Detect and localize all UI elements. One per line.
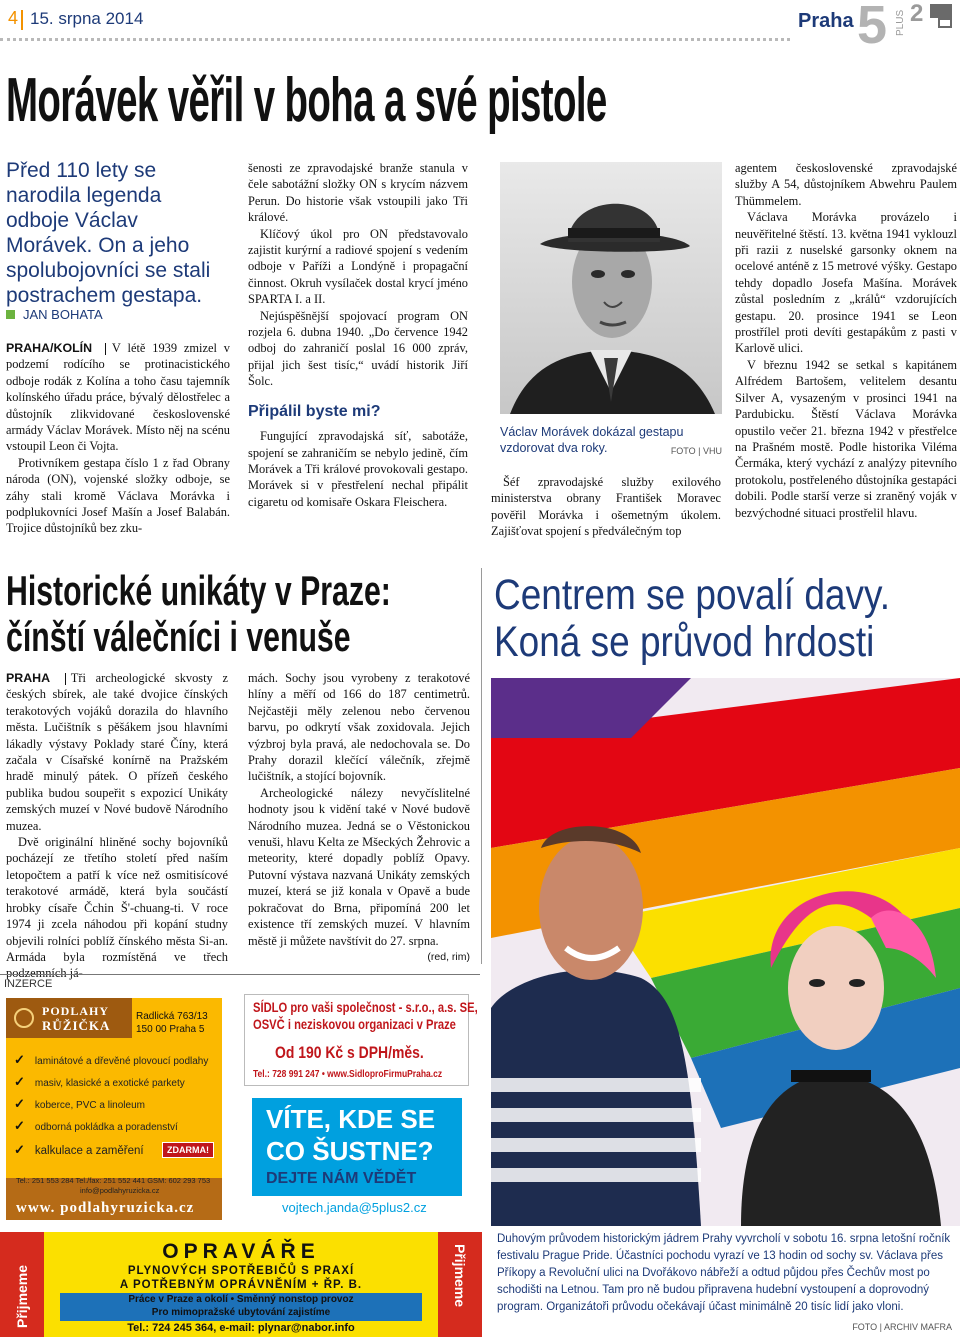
article1-column2 (248, 160, 468, 510)
header-dotted-rule (0, 38, 790, 41)
article3-headline (494, 572, 890, 666)
article1-col4-p3: V březnu 1942 se setkal s kapitánem Alfrédem Bartošem, velitelem desantu Silver A, vysazeným v prosinci 1941 na Pardubicku. Štěstí Václava Morávka opustilo večer 21. března 1942 v přestřelce na Prašném mostě. Podle historika Viléma Čermáka, který vychází z analýzy pitevního protokolu, postřeleného důstojníka gestapáci dobili. Podle starší verze si zraněný voják v bezvýchodné situaci prostřelil hlavu. (735, 357, 957, 520)
seat-line1: SÍDLO pro vaši společnost - s.r.o., a.s. SE, (253, 999, 478, 1015)
article1-col4-p2: Václava Morávka provázelo i neuvěřitelné štěstí. 13. května 1941 vyklouzl při razii z nuselské garsonky oknem na ocelové anténě z 15 metrové výšky. Gestapo tehdy dopadlo Josefa Mašína. Morávek zůstal posledním z „králů“ vzdorujících gestapu. 20. prosince 1941 se Leon prostřílel proti devíti gestapákům z pasti v Karlově ulici. (735, 210, 957, 356)
tip-email-link[interactable]: vojtech.janda@5plus2.cz (282, 1200, 427, 1215)
check-icon: ✓ (14, 1142, 25, 1157)
floors-brand-line2: RŮŽIČKA (42, 1018, 111, 1033)
article1-col1-p2: Protivníkem gestapa číslo 1 z řad Obrany národa (ON), vojenské složky odboje, se záhy stali kromě Václava Morávka i podplukovníci Josef Mašín a Josef Balabán. Trojice důstojníků bez zku- (6, 455, 230, 536)
article2-signature: (red, rim) (427, 950, 470, 963)
main-headline: Morávek věřil v boha a své pistole (6, 66, 607, 135)
article2-col1-p1: Tři archeologické skvosty z českých sbírek, ale také dvojice čínských terakotových vojáků dorazila do hlavního města. Lučištník s pěšákem jsou hlavními lákadly výstavy Poklady staré Číny, která začala v Císařské konírně na Pražském hradě minulý pátek. O přízeň českého publika budou soupeřit s expozicí Unikáty zemských muzeí v Nové budově Národního muzea. (6, 671, 228, 833)
article1-col3-p1: Šéf zpravodajské služby exilového ministerstva obrany František Moravec pověřil Morávka i ošemetným úkolem. Zajišťovat spojení s předválečným top (491, 475, 721, 539)
floors-item: ✓ masiv, klasické a exotické parkety (14, 1074, 185, 1089)
article1-col2-p1: šenosti ze zpravodajské branže stanula v čele sabotážní složky ON s krycím názvem Perun. Do historie však vstoupili jako Tři králové. (248, 161, 468, 225)
article2-headline-line1: Historické unikáty v Praze: (6, 567, 391, 614)
pride-caption (497, 1231, 952, 1336)
article1-subhead: Připálil byste mi? (248, 402, 381, 420)
logo-mark-inner (938, 18, 952, 28)
article1-column1 (6, 340, 230, 537)
article3-headline-line2: Koná se průvod hrdosti (494, 618, 875, 666)
seat-line2: OSVČ i neziskovou organizaci v Praze (253, 1016, 456, 1032)
floors-address (136, 1010, 208, 1036)
pride-illustration (491, 678, 960, 1226)
article2-headline-line2: čínští válečníci i venuše (6, 613, 351, 660)
dateline-separator (65, 673, 66, 685)
article1-col2-p2: Klíčový úkol pro ON představovalo zajistit kurýrní a radiové spojení s vedením odboje v Paříži a Londýně i propagační činnost. Okruh vysílaček dostal krycí jméno SPARTA I. a II. (248, 226, 468, 307)
repair-line3: A POTŘEBNÝM OPRÁVNĚNÍM + ŘP. B. (119, 1279, 363, 1291)
repair-contact: Tel.: 724 245 364, e-mail: plynar@nabor.info (127, 1322, 355, 1334)
article1-col2-p4: Fungující zpravodajská síť, sabotáže, spojení se zahraničím se nebylo jedině, čím Morávek a Tři králové provokovali gestapo. Morávek si v přestřelení nechal připálit cigaretu od komisaře Oskara Fleischera. (248, 429, 468, 509)
header-separator (21, 10, 23, 30)
portrait-illustration (500, 162, 722, 414)
issue-date: 15. srpna 2014 (30, 9, 144, 28)
article1-column4 (735, 160, 957, 521)
portrait-caption-text: Václav Morávek dokázal gestapu vzdorovat dva roky. (500, 425, 684, 455)
article2-column1 (6, 670, 228, 982)
repair-bullet2: Pro mimopražské ubytování zajistíme (151, 1307, 331, 1318)
seat-contact: Tel.: 728 991 247 • www.SidloproFirmuPraha.cz (253, 1069, 443, 1080)
repair-title: OPRAVÁŘE (162, 1240, 320, 1263)
article2-dateline: PRAHA (6, 671, 51, 685)
tip-ad[interactable] (252, 1098, 462, 1196)
article2-headline (6, 568, 391, 660)
check-icon: ✓ (14, 1052, 25, 1067)
article1-col4-p1: agentem československé zpravodajské služby A 54, důstojníkem Abwehru Paulem Thümmelem. (735, 161, 957, 208)
author-byline (6, 307, 103, 322)
article1-col2-p3: Nejúspěšnější spojovací program ON rozjela 6. dubna 1940. „Do července 1942 odboj do zahraničí poslal 16 000 zpráv, přijal jich šest tisíc,“ uvádí historik Jiří Šolc. (248, 308, 468, 389)
repair-bullet1: Práce v Praze a okolí • Směnný nonstop provoz (128, 1294, 354, 1305)
floors-phones: Tel.: 251 553 284 Tel./fax: 251 552 441 GSM: 602 293 753 (16, 1176, 211, 1185)
portrait-photo-credit: FOTO | VHU (670, 446, 722, 456)
pride-parade-photo (491, 678, 960, 1226)
byline-square-icon (6, 310, 15, 319)
floors-brand-line1: PODLAHY (42, 1004, 109, 1018)
page-number: 4 (8, 8, 19, 28)
floors-contacts (16, 1176, 210, 1196)
floors-emblem-icon (14, 1008, 34, 1028)
dateline-separator (105, 343, 106, 355)
floors-email: info@podlahyruzicka.cz (80, 1186, 160, 1195)
check-icon: ✓ (14, 1096, 25, 1111)
tip-line3: DEJTE NÁM VĚDĚT (266, 1170, 417, 1187)
article1-dateline: PRAHA/KOLÍN (6, 341, 93, 355)
repair-side-right (438, 1232, 482, 1337)
floors-website-link[interactable]: www. podlahyruzicka.cz (16, 1200, 195, 1216)
article3-headline-line1: Centrem se povalí davy. (494, 571, 891, 619)
repair-side-left (0, 1232, 44, 1337)
moravek-portrait-photo (500, 162, 722, 414)
author-name: JAN BOHATA (23, 307, 103, 322)
tip-line1: VÍTE, KDE SE (266, 1104, 436, 1134)
floors-free-badge: ZDARMA! (162, 1142, 214, 1158)
floors-ad[interactable] (6, 998, 222, 1220)
pride-caption-text: Duhovým průvodem historickým jádrem Prahy vyvrcholí v sobotu 16. srpna letošní ročník festivalu Prague Pride. Účastníci pochodu vyrazí ve 13 hodin od sochy sv. Václava přes Příkopy a Revoluční ulici na Dvořákovo nábřeží a odtud půjdou přes Čechův most po schodišti na Letnou. Tam pro ně budou připravena hudební vystoupení a doprovodný program. Organizátoři průvodu očekávají účast minimálně 20 tisíc lidí jako vloni. (497, 1233, 951, 1313)
pride-photo-credit: FOTO | ARCHIV MAFRA (852, 1322, 952, 1332)
check-icon: ✓ (14, 1118, 25, 1133)
ads-label: INZERCE (4, 978, 53, 990)
floors-item: ✓ kalkulace a zaměření (14, 1142, 144, 1157)
article2-col2-p2: Archeologické nálezy nevyčíslitelné hodnoty jsou k vidění také v Nové budově Národního muzea. Jedná se o Věstonickou venuši, hlavu Kelta ze Mšeckých Žehrovic a meteority, které dopadly poblíž Opavy. Putovní výstava nazvaná Unikáty zemských muzeí, která se již konala v Opavě a bude pokračovat do Brna, připomíná 200 let existence tří zemských muzeí. V hlavním městě ji můžete navštívit do 27. srpna. (248, 785, 470, 948)
article1-column3 (491, 474, 721, 540)
article2-column2 (248, 670, 470, 965)
floors-address-line2: 150 00 Praha 5 (136, 1024, 205, 1035)
floors-address-line1: Radlická 763/13 (136, 1011, 208, 1022)
logo-mark (930, 4, 952, 18)
company-seat-ad[interactable] (244, 994, 478, 1086)
tip-line2: CO ŠUSTNE? (266, 1136, 434, 1166)
seat-price: Od 190 Kč s DPH/měs. (275, 1043, 424, 1062)
check-icon: ✓ (14, 1074, 25, 1089)
ads-rule (0, 974, 480, 975)
article2-col1-p2: Dvě originální hliněné sochy bojovníků pocházejí ze třetího století před naším letopočtem a patří k více než osmitisícové terakotové armádě, která byla součástí hrobky císaře Čchin Š'-chuang-ti. V roce 1974 ji zcela náhodou při kopání studny objevili rolníci poblíž čínského města Si-an. Armáda byla rozmístěná ve třech podzemních já- (6, 835, 228, 981)
article1-col1-p1: V létě 1939 zmizel v podzemí rodícího se protinacistického odboje rodák z Kolína a toho času tajemník kolínského úřadu práce, bývalý dělostřelec a důstojník zlikvidované československé armády Václav Morávek. Místo něj na scénu vstoupil Leon či Vojta. (6, 341, 230, 454)
repair-side-left-text: Přijmeme (14, 1264, 30, 1328)
article2-col2-p1: mách. Sochy jsou vyrobeny z terakotové hlíny a měří od 166 do 187 centimetrů. Nejčastěji měly zelenou nebo červenou barvu, po odkrytí však zoxidovala. Jejich výzbroj byla pravá, ale nedochovala se. Do Prahy dorazil klečící válečník, zřejmě lučištník, a stojící bojovník. (248, 671, 470, 784)
logo-two: 2 (910, 0, 924, 27)
column-divider (481, 568, 482, 964)
floors-item: ✓ koberce, PVC a linoleum (14, 1096, 145, 1111)
section-name: Praha (798, 10, 854, 32)
repair-side-right-text: Přijmeme (452, 1244, 468, 1308)
logo-plus: PLUS (895, 9, 906, 36)
portrait-caption (500, 424, 722, 459)
logo-five: 5 (857, 0, 888, 55)
repair-line2: PLYNOVÝCH SPOTŘEBIČŮ S PRAXÍ (127, 1265, 355, 1277)
floors-logo-band (6, 998, 132, 1038)
floors-item: ✓ odborná pokládka a poradenství (14, 1118, 178, 1133)
floors-item: ✓ laminátové a dřevěné plovoucí podlahy (14, 1052, 209, 1067)
article-lead: Před 110 lety se narodila legenda odboje Václav Morávek. On a jeho spolubojovníci se stali postrachem gestapa. (6, 159, 211, 307)
